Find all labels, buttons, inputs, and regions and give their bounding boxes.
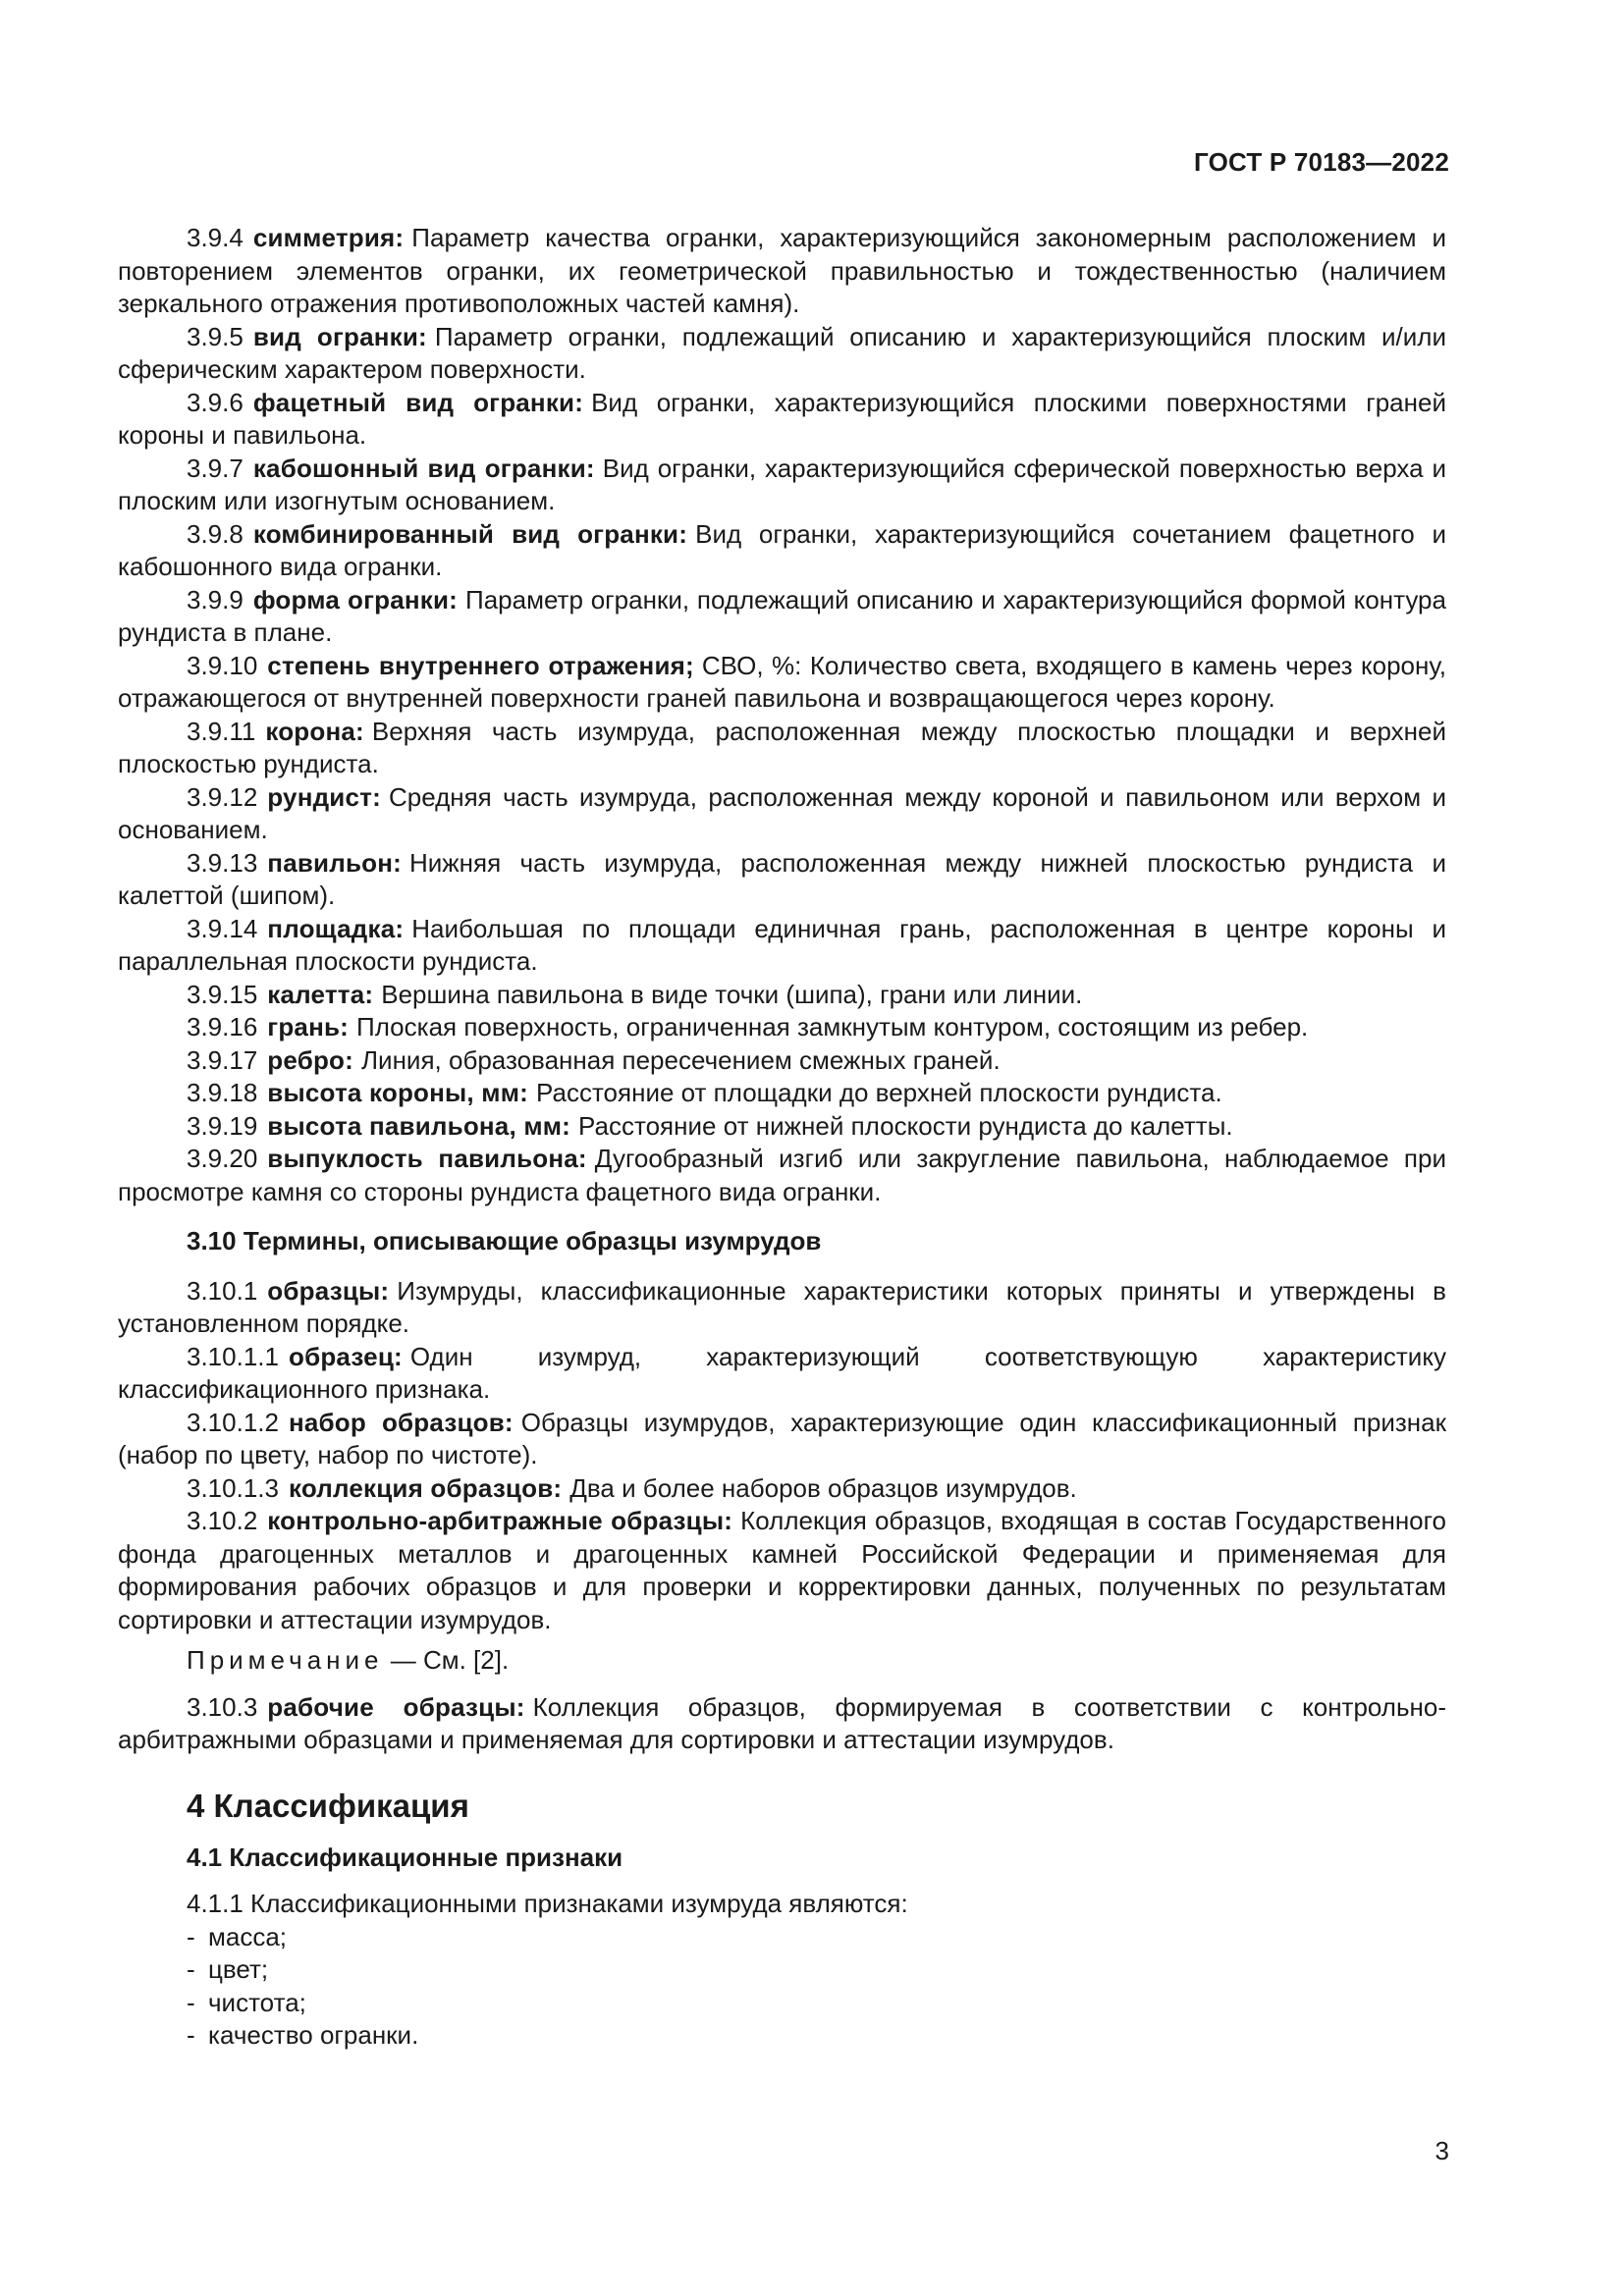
definition-paragraph (118, 1110, 1446, 1144)
definition-term: рундист: (267, 781, 381, 812)
definition-paragraph (118, 1275, 1446, 1341)
list-item (187, 1921, 1446, 1954)
section-heading-4-1: 4.1 Классификационные признаки (187, 1842, 623, 1872)
definition-term: набор образцов: (288, 1407, 514, 1437)
definition-number: 3.10.1 (187, 1275, 258, 1306)
list-item-text: чистота; (208, 1987, 306, 2017)
list-item (187, 1987, 1446, 2020)
definition-text: Нижняя часть изумруда, расположенная между нижней плоскостью рундиста и калеттой (шипом). (118, 847, 1446, 910)
definition-number: 3.9.12 (187, 781, 258, 812)
document-id: ГОСТ Р 70183—2022 (1194, 147, 1449, 177)
definition-term: павильон: (267, 847, 402, 878)
definition-paragraph (118, 453, 1446, 518)
definition-text: Вид огранки, характеризующийся плоскими поверхностями граней короны и павильона. (118, 387, 1446, 450)
definition-paragraph (118, 979, 1446, 1012)
definition-term: симметрия: (252, 223, 405, 252)
definition-paragraph (118, 1044, 1446, 1078)
list-dash: - (187, 1921, 195, 1951)
definition-number: 3.10.1.1 (187, 1341, 279, 1371)
definition-term: контрольно-арбитражные образцы: (267, 1506, 733, 1535)
definition-number: 3.9.10 (187, 650, 258, 680)
definitions-3-9 (118, 222, 1446, 1208)
definition-text: Образцы изумрудов, характеризующие один классификационный признак (набор по цвету, набор по чистоте). (118, 1407, 1446, 1469)
definition-text: Наибольшая по площади единичная грань, расположенная в центре короны и параллельная плоскости рундиста. (118, 913, 1446, 976)
list-item-text: цвет; (208, 1954, 269, 1984)
definition-number: 3.9.16 (187, 1012, 258, 1041)
definition-text: Верхняя часть изумруда, расположенная между плоскостью площадки и верхней плоскостью рундиста. (118, 716, 1446, 778)
definition-paragraph (118, 222, 1446, 321)
definition-paragraph (118, 781, 1446, 847)
definition-text: Средняя часть изумруда, расположенная между короной и павильоном или верхом и основанием. (118, 781, 1446, 844)
definition-term: площадка: (267, 913, 405, 943)
definition-paragraph (118, 650, 1446, 716)
definition-paragraph (118, 1011, 1446, 1044)
definition-number: 3.9.4 (187, 223, 244, 252)
definition-number: 3.9.20 (187, 1144, 258, 1173)
definition-paragraph (118, 1077, 1446, 1110)
definition-term: вид огранки: (252, 321, 427, 351)
document-body (118, 222, 1446, 2053)
definition-number: 3.9.11 (187, 716, 256, 746)
definition-text: Вид огранки, характеризующийся сочетанием фацетного и кабошонного вида огранки. (118, 518, 1446, 581)
definition-text: Линия, образованная пересечением смежных граней. (360, 1044, 1001, 1075)
definition-term: рабочие образцы: (267, 1691, 525, 1722)
definition-text: Один изумруд, характеризующий соответствующую характеристику классификационного признака. (118, 1341, 1446, 1404)
definition-paragraph (118, 584, 1446, 650)
definition-term: выпуклость павильона: (267, 1144, 587, 1173)
definition-term: фацетный вид огранки: (252, 387, 584, 417)
definition-text: Параметр огранки, подлежащий описанию и характеризующийся формой контура рундиста в плане. (118, 584, 1446, 647)
note (187, 1644, 1446, 1678)
definition-paragraph (118, 847, 1446, 913)
definition-number: 3.9.18 (187, 1078, 258, 1107)
definition-paragraph (118, 913, 1446, 979)
definition-term: степень внутреннего отражения; (267, 650, 694, 680)
definition-number: 3.9.14 (187, 913, 258, 943)
definition-paragraph (118, 716, 1446, 781)
definition-paragraph (118, 1472, 1446, 1506)
definition-paragraph (118, 387, 1446, 453)
definition-number: 3.10.1.2 (187, 1407, 279, 1437)
list-dash: - (187, 2020, 195, 2050)
definition-number: 3.9.13 (187, 847, 258, 878)
note-text: — См. [2]. (390, 1645, 510, 1675)
definition-term: образец: (288, 1341, 403, 1371)
definition-paragraph (118, 518, 1446, 584)
section-heading-3-10: 3.10 Термины, описывающие образцы изумрудов (187, 1226, 822, 1255)
definition-text: Параметр качества огранки, характеризующийся закономерным расположением и повторением элементов огранки, их геометрической правильностью и тождественностью (наличием зеркального отражения противоположных частей камня). (118, 223, 1446, 318)
definition-text: Коллекция образцов, входящая в состав Государственного фонда драгоценных металлов и драгоценных камней Российской Федерации и применяемая для формирования рабочих образцов и для проверки и корректировки данных, полученных по результатам сортировки и аттестации изумрудов. (118, 1506, 1447, 1634)
classification-list (118, 1921, 1446, 2053)
definition-paragraph (118, 1407, 1446, 1472)
definition-number: 3.9.19 (187, 1110, 258, 1141)
definition-paragraph (118, 1341, 1446, 1407)
definition-term: образцы: (267, 1275, 390, 1306)
definition-term: форма огранки: (252, 584, 459, 614)
definition-number: 3.9.8 (187, 518, 244, 549)
definition-text: Параметр огранки, подлежащий описанию и характеризующийся плоским и/или сферическим характером поверхности. (118, 321, 1446, 384)
list-dash: - (187, 1954, 195, 1984)
definition-text: Расстояние от нижней плоскости рундиста до калетты. (578, 1110, 1233, 1141)
definition-term: ребро: (267, 1044, 353, 1075)
definition-term: высота павильона, мм: (267, 1110, 571, 1141)
definition-number: 3.9.7 (187, 453, 244, 483)
definition-number: 3.9.6 (187, 387, 244, 417)
section-heading-4: 4 Классификация (187, 1787, 469, 1824)
definition-text: Плоская поверхность, ограниченная замкнутым контуром, состоящим из ребер. (356, 1012, 1309, 1041)
page-number: 3 (1435, 2136, 1449, 2165)
definition-text: Дугообразный изгиб или закругление павильона, наблюдаемое при просмотре камня со стороны рундиста фацетного вида огранки. (118, 1144, 1446, 1206)
list-item-text: качество огранки. (208, 2020, 419, 2050)
definitions-3-10 (118, 1275, 1446, 1637)
definition-number: 3.9.17 (187, 1044, 258, 1075)
definition-text: Два и более наборов образцов изумрудов. (569, 1472, 1077, 1503)
definition-term: калетта: (267, 979, 374, 1009)
definition-term: коллекция образцов: (288, 1472, 563, 1503)
definition-number: 3.9.9 (187, 584, 244, 614)
note-label: Примечание (187, 1645, 384, 1675)
list-item (187, 1953, 1446, 1987)
list-item (187, 2019, 1446, 2053)
definition-text: СВО, %: Количество света, входящего в камень через корону, отражающегося от внутренней поверхности граней павильона и возвращающегося через корону. (118, 650, 1446, 713)
definition-text: Вид огранки, характеризующийся сферической поверхностью верха и плоским или изогнутым основанием. (118, 453, 1446, 515)
definition-term: комбинированный вид огранки: (252, 518, 688, 549)
definition-term: корона: (265, 716, 364, 746)
definition-text: Вершина павильона в виде точки (шипа), грани или линии. (381, 979, 1083, 1009)
list-item-text: масса; (208, 1921, 288, 1951)
definition-text: Расстояние от площадки до верхней плоскости рундиста. (536, 1078, 1222, 1107)
definition-number: 3.9.5 (187, 321, 244, 351)
definition-number: 3.10.3 (187, 1691, 258, 1722)
definition-number: 3.10.2 (187, 1506, 258, 1535)
definition-text: Изумруды, классификационные характеристики которых приняты и утверждены в установленном порядке. (118, 1275, 1446, 1338)
definition-3-10-3 (118, 1691, 1446, 1757)
definition-number: 3.9.15 (187, 979, 258, 1009)
definition-term: грань: (267, 1012, 350, 1041)
definition-term: высота короны, мм: (267, 1078, 528, 1107)
definition-paragraph (118, 1143, 1446, 1208)
definition-number: 3.10.1.3 (187, 1472, 279, 1503)
definition-paragraph (118, 1505, 1446, 1636)
definition-paragraph (118, 321, 1446, 387)
definition-term: кабошонный вид огранки: (252, 453, 595, 483)
definition-text: Коллекция образцов, формируемая в соответствии с контрольно-арбитражными образцами и применяемая для сортировки и аттестации изумрудов. (118, 1691, 1447, 1754)
paragraph-4-1-1: 4.1.1 Классификационными признаками изумруда являются: (187, 1889, 908, 1918)
list-dash: - (187, 1987, 195, 2017)
